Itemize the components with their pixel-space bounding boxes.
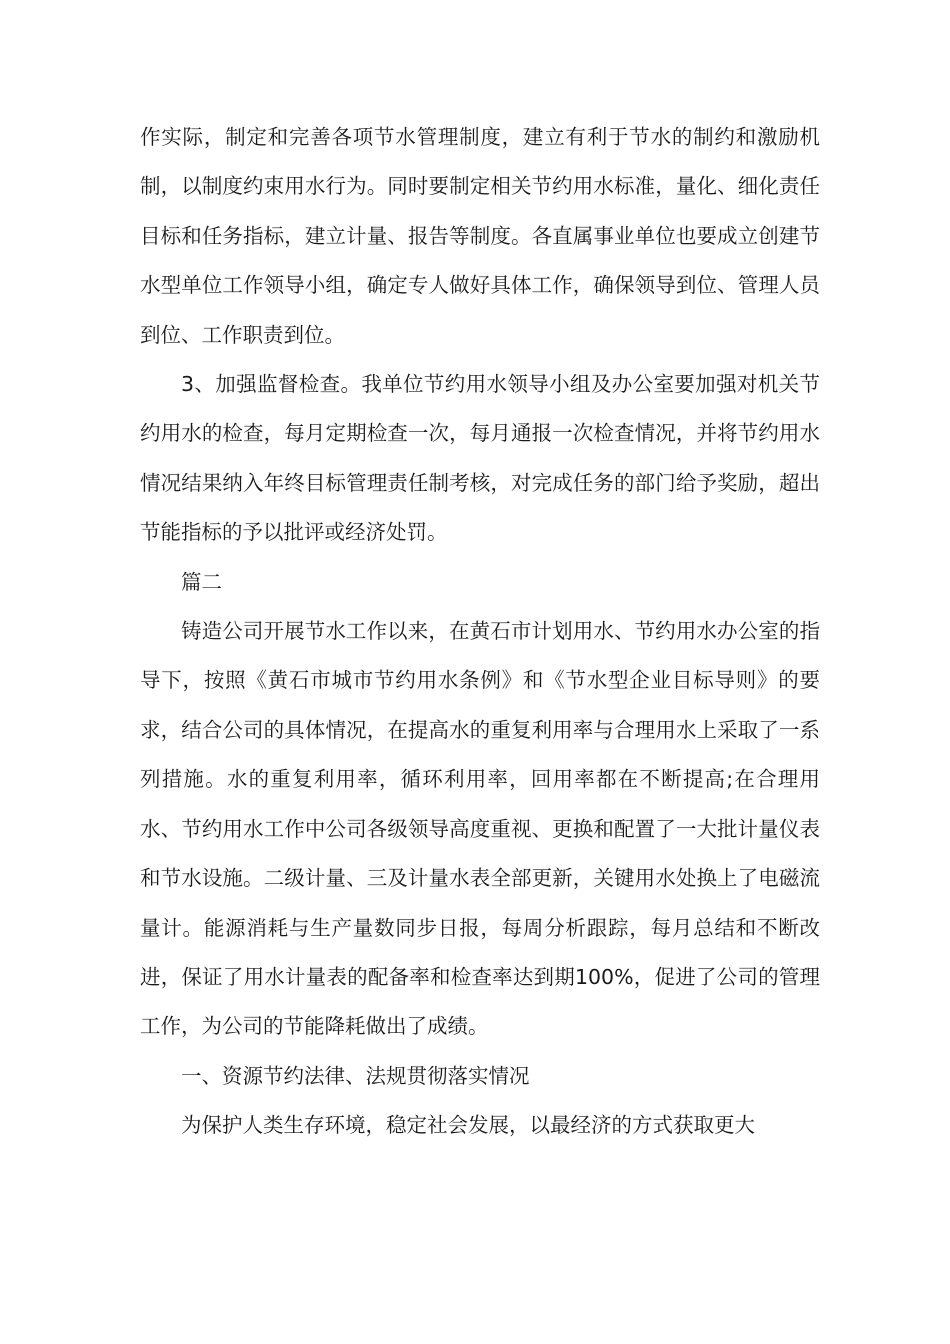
section-heading-resource-law: 一、资源节约法律、法规贯彻落实情况 — [181, 1063, 530, 1088]
paragraph-foundry-water-saving: 铸造公司开展节水工作以来，在黄石市计划用水、节约用水办公室的指导下，按照《黄石市城市节约用水条例》和《节水型企业目标导则》的要求，结合公司的具体情况，在提高水的重复利用率与合理用水上采取了一系列措施。水的重复利用率，循环利用率，回用率都在不断提高;在合理用水、节约用水工作中公司各级领导高度重视、更换和配置了一大批计量仪表和节水设施。二级计量、三及计量水表全部更新，关键用水处换上了电磁流量计。能源消耗与生产量数同步日报，每周分析跟踪，每月总结和不断改进，保证了用水计量表的配备率和检查率达到期100%，促进了公司的管理工作，为公司的节能降耗做出了成绩。 — [140, 619, 820, 1039]
paragraph-environment-protection: 为保护人类生存环境，稳定社会发展，以最经济的方式获取更大 — [181, 1113, 755, 1138]
section-heading-part-two: 篇二 — [181, 569, 222, 594]
paragraph-water-management-system: 作实际，制定和完善各项节水管理制度，建立有利于节水的制约和激励机制，以制度约束用水行为。同时要制定相关节约用水标准，量化、细化责任目标和任务指标，建立计量、报告等制度。各直属事业单位也要成立创建节水型单位工作领导小组，确定专人做好具体工作，确保领导到位、管理人员到位、工作职责到位。 — [140, 125, 820, 347]
document-body — [140, 113, 820, 1151]
paragraph-supervision-inspection: 3、加强监督检查。我单位节约用水领导小组及办公室要加强对机关节约用水的检查，每月定期检查一次，每月通报一次检查情况，并将节约用水情况结果纳入年终目标管理责任制考核，对完成任务的部门给予奖励，超出节能指标的予以批评或经济处罚。 — [140, 372, 820, 545]
